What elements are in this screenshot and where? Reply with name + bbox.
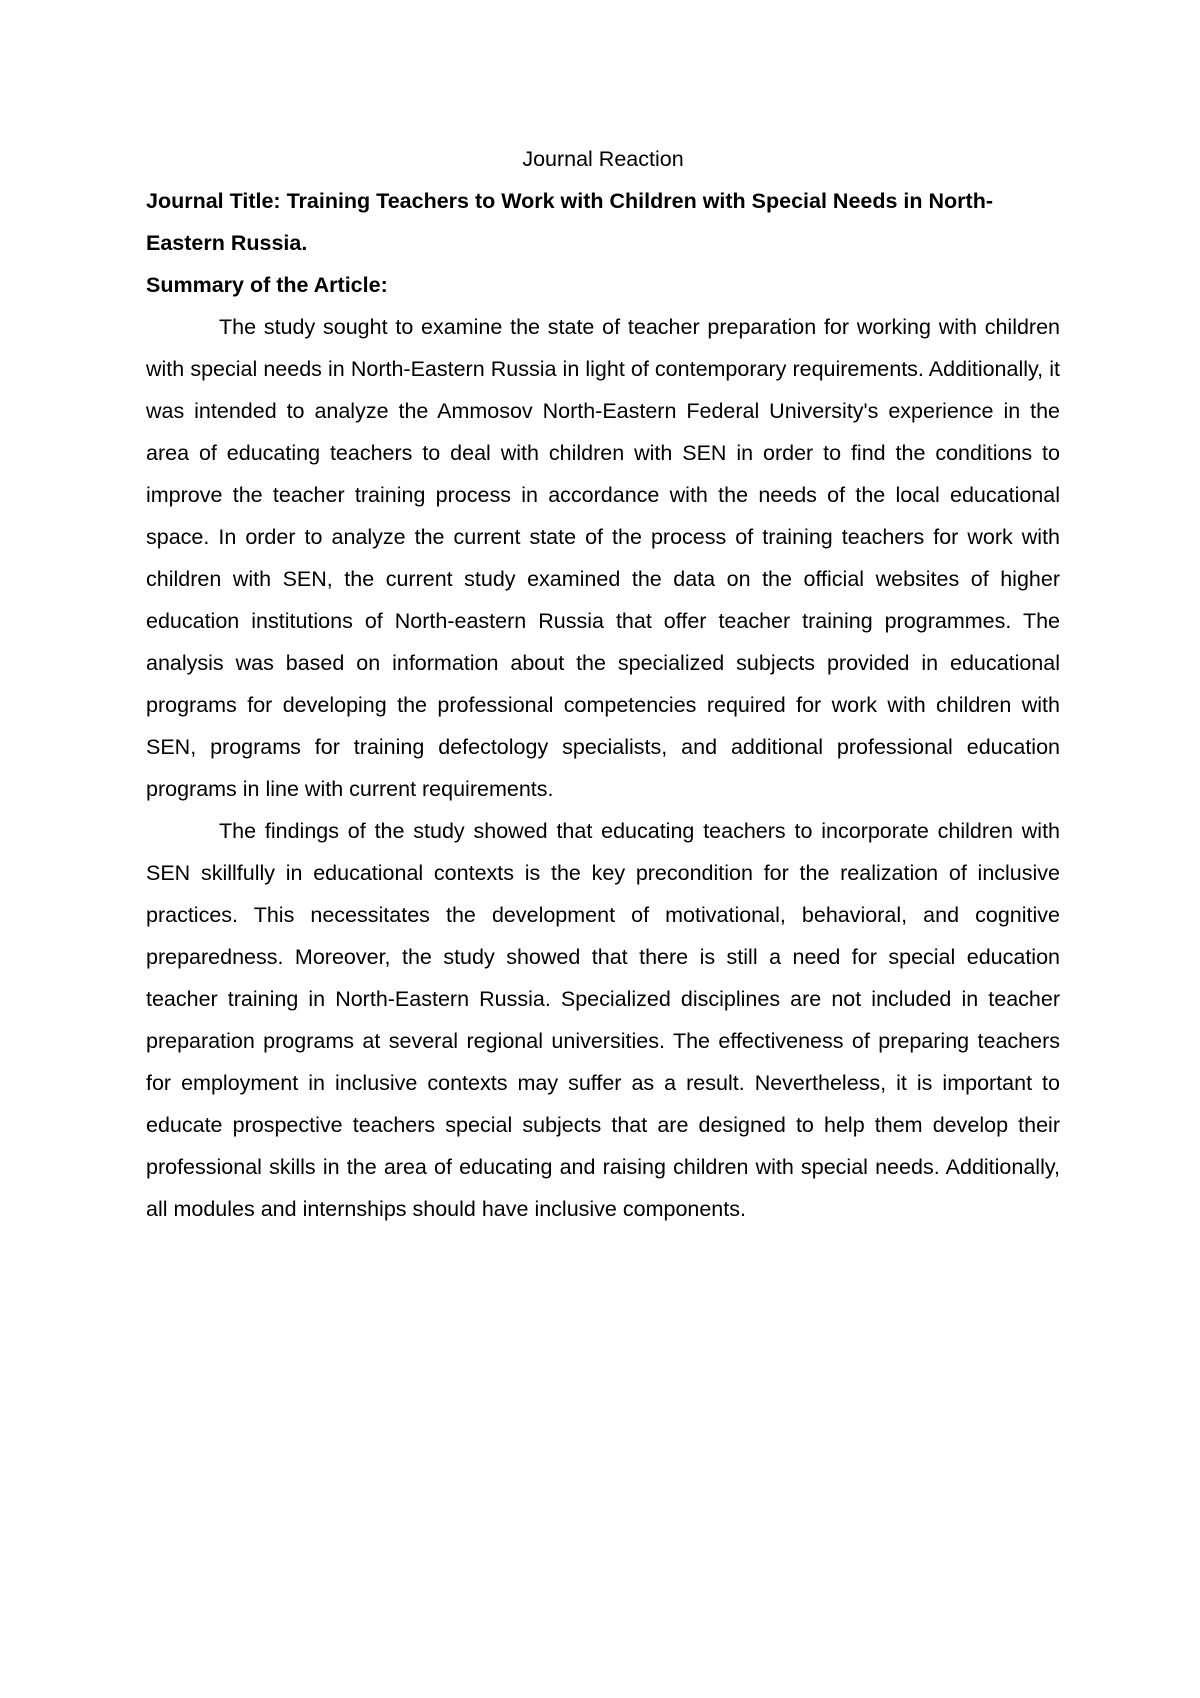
document-body [146,138,1060,1230]
summary-paragraph-2: The findings of the study showed that educating teachers to incorporate children with SEN skillfully in educational contexts is the key precondition for the realization of inclusive practices. This necessitates the development of motivational, behavioral, and cognitive preparedness. Moreover, the study showed that there is still a need for special education teacher training in North-Eastern Russia. Specialized disciplines are not included in teacher preparation programs at several regional universities. The effectiveness of preparing teachers for employment in inclusive contexts may suffer as a result. Nevertheless, it is important to educate prospective teachers special subjects that are designed to help them develop their professional skills in the area of educating and raising children with special needs. Additionally, all modules and internships should have inclusive components. [146,819,1060,1221]
document-heading: Journal Reaction [522,147,684,171]
summary-paragraph-1: The study sought to examine the state of teacher preparation for working with children with special needs in North-Eastern Russia in light of contemporary requirements. Additionally, it was intended to analyze the Ammosov North-Eastern Federal University's experience in the area of educating teachers to deal with children with SEN in order to find the conditions to improve the teacher training process in accordance with the needs of the local educational space. In order to analyze the current state of the process of training teachers for work with children with SEN, the current study examined the data on the official websites of higher education institutions of North-eastern Russia that offer teacher training programmes. The analysis was based on information about the specialized subjects provided in educational programs for developing the professional competencies required for work with children with SEN, programs for training defectology specialists, and additional professional education programs in line with current requirements. [146,315,1060,801]
journal-title: Journal Title: Training Teachers to Work with Children with Special Needs in North-Eastern Russia. [146,189,993,255]
summary-heading: Summary of the Article: [146,273,388,297]
